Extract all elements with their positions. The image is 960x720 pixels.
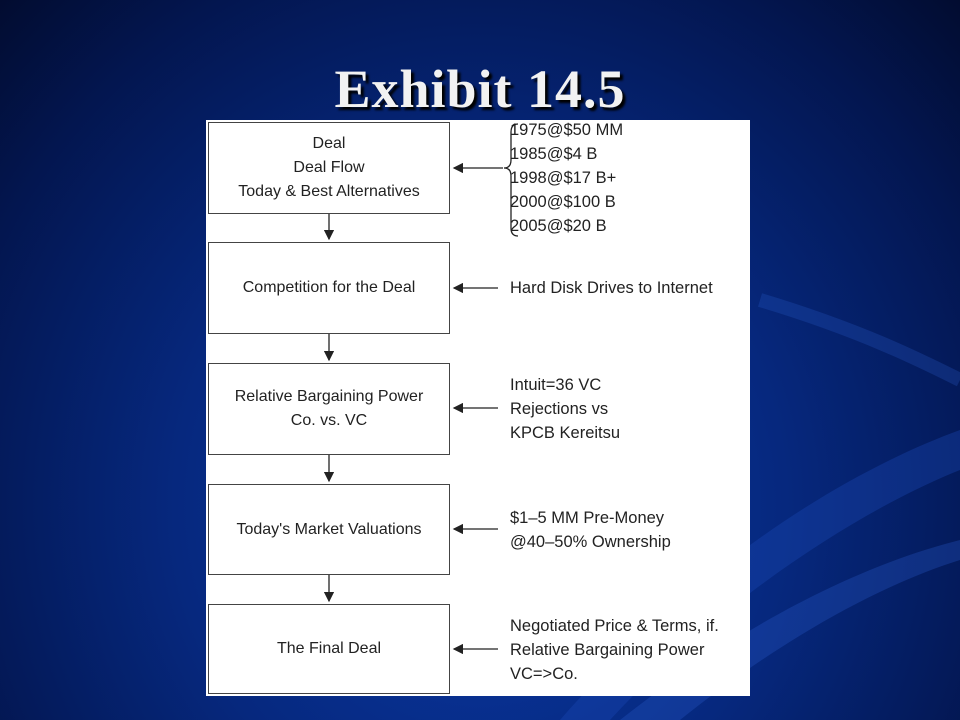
step-line: Relative Bargaining Power	[234, 388, 424, 405]
step-final-deal-notes	[510, 614, 719, 686]
step-deal-notes	[510, 118, 623, 238]
note-line: @40–50% Ownership	[510, 533, 671, 551]
step-valuations-notes	[510, 506, 671, 554]
note-line: Relative Bargaining Power	[510, 641, 705, 659]
step-line: Competition for the Deal	[242, 279, 416, 296]
note-line: $1–5 MM Pre-Money	[510, 509, 665, 527]
step-competition-notes	[510, 276, 713, 300]
step-final-deal-box	[208, 604, 450, 694]
step-line: Co. vs. VC	[290, 412, 368, 429]
note-line: Intuit=36 VC	[510, 376, 602, 394]
step-line: Deal	[312, 135, 346, 152]
step-bargaining-box	[208, 363, 450, 455]
step-valuations-box	[208, 484, 450, 575]
step-line: Today's Market Valuations	[236, 520, 422, 538]
slide-title: Exhibit 14.5	[334, 59, 626, 119]
note-line: 1985@$4 B	[510, 145, 598, 163]
step-competition-box	[208, 242, 450, 334]
step-bargaining-notes	[510, 373, 620, 445]
note-line: VC=>Co.	[510, 665, 578, 683]
step-line: Deal Flow	[293, 159, 365, 176]
step-line: Today & Best Alternatives	[238, 183, 420, 200]
note-line: 2005@$20 B	[510, 217, 607, 235]
note-line: Rejections vs	[510, 400, 609, 418]
note-line: 1975@$50 MM	[510, 121, 624, 139]
note-line: 1998@$17 B+	[510, 169, 617, 187]
note-line: 2000@$100 B	[510, 193, 616, 211]
note-line: Negotiated Price & Terms, if.	[510, 617, 719, 635]
step-line: The Final Deal	[276, 640, 382, 657]
note-line: Hard Disk Drives to Internet	[510, 279, 713, 297]
step-deal-box	[208, 122, 450, 214]
exhibit-diagram	[206, 120, 750, 696]
note-line: KPCB Kereitsu	[510, 424, 621, 442]
